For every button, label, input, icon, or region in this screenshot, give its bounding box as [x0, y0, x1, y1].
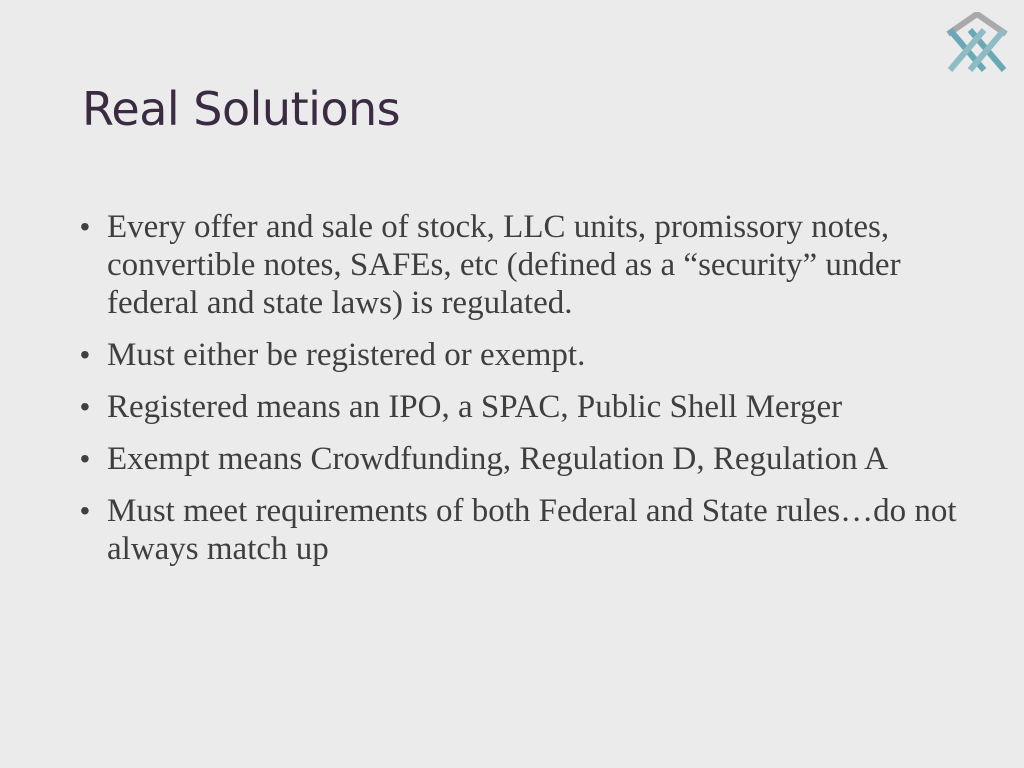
bullet-text: Exempt means Crowdfunding, Regulation D, Regulation A	[107, 441, 888, 477]
bullet-dot-icon: •	[80, 391, 90, 422]
bullet-text: Must meet requirements of both Federal and State rules…do not always match up	[107, 493, 957, 567]
bullet-item	[80, 440, 960, 478]
bullet-item	[80, 388, 960, 426]
bullet-item	[80, 336, 960, 374]
bullet-dot-icon: •	[80, 339, 90, 370]
bullet-text: Every offer and sale of stock, LLC units, promissory notes, convertible notes, SAFEs, etc (defined as a “security” under federal and state laws) is regulated.	[107, 209, 901, 321]
bullet-dot-icon: •	[80, 443, 90, 474]
bullet-dot-icon: •	[80, 495, 90, 526]
bullet-list	[80, 208, 960, 582]
bullet-item	[80, 208, 960, 322]
bullet-text: Registered means an IPO, a SPAC, Public Shell Merger	[107, 389, 843, 425]
bullet-dot-icon: •	[80, 211, 90, 242]
bullet-text: Must either be registered or exempt.	[107, 337, 586, 373]
bullet-item	[80, 492, 960, 568]
slide-title: Real Solutions	[82, 82, 401, 136]
diamond-lattice-logo-icon	[944, 12, 1010, 74]
